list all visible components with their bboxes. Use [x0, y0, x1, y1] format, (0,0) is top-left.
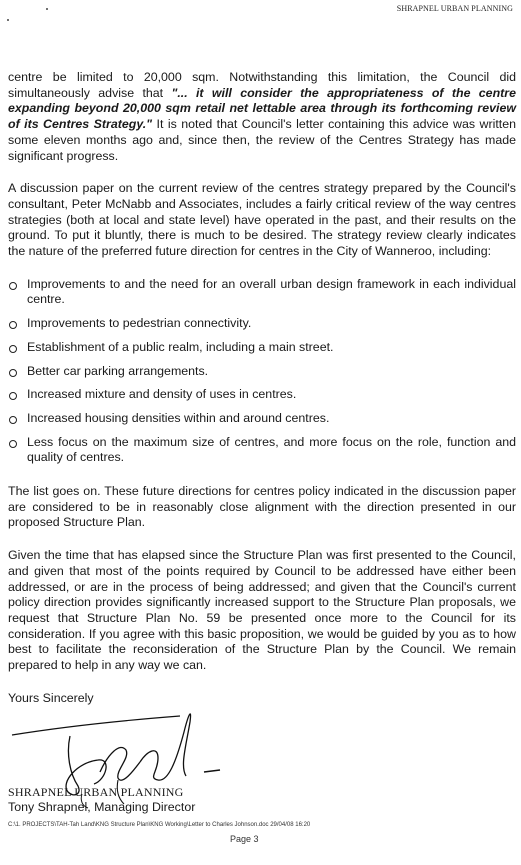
bullet-circle-icon: [9, 440, 17, 448]
footer-file-path: C:\1. PROJECTS\TAH-Tah Land\KNG Structure Plan\KNG Working\Letter to Charles Johnson.doc 29/04/08 16:20: [8, 822, 311, 828]
bullet-circle-icon: [9, 321, 17, 329]
paragraph-text: centre be limited to 20,000 sqm. Notwithstanding this limitation, the Council did simultaneously advise that: [8, 70, 516, 100]
list-item: Increased mixture and density of uses in centres.: [8, 387, 516, 403]
bullet-circle-icon: [9, 369, 17, 377]
future-directions-list: [8, 277, 516, 466]
paragraph-centre-limit: [8, 70, 516, 164]
signatory-name-title: Tony Shrapnel, Managing Director: [8, 800, 196, 814]
page-number: Page 3: [230, 834, 259, 844]
bullet-circle-icon: [9, 416, 17, 424]
bullet-circle-icon: [9, 345, 17, 353]
list-item: Improvements to pedestrian connectivity.: [8, 316, 516, 332]
bullet-circle-icon: [9, 392, 17, 400]
paragraph-list-goes-on: The list goes on. These future directions for centres policy indicated in the discussion paper are considered to be in reasonably close alignment with the direction presented in our proposed Structure Plan.: [8, 484, 516, 530]
list-item: Increased housing densities within and around centres.: [8, 411, 516, 427]
list-item: Less focus on the maximum size of centres, and more focus on the role, function and quality of centres.: [8, 435, 516, 466]
paragraph-request: Given the time that has elapsed since the Structure Plan was first presented to the Council, and given that most of the points required by Council to be addressed have either been addressed, or are in the process of being addressed; and given that the Council's current policy direction provides significantly increased support to the Structure Plan proposals, we request that Structure Plan No. 59 be presented once more to the Council for its consideration. If you agree with this basic proposition, we would be guided by you as to how best to facilitate the reconsideration of the Structure Plan by the Council. We remain prepared to help in any way we can.: [8, 548, 516, 673]
list-item: Establishment of a public realm, including a main street.: [8, 340, 516, 356]
scan-speck: [46, 8, 48, 10]
bullet-circle-icon: [9, 282, 17, 290]
paragraph-text: It is noted that Council's letter containing this advice was written some eleven months ago and, since then, the review of the Centres Strategy has made significant progress.: [8, 117, 516, 163]
letter-body: [8, 70, 516, 707]
closing-salutation: Yours Sincerely: [8, 690, 94, 705]
paragraph-discussion-paper: A discussion paper on the current review of the centres strategy prepared by the Council's consultant, Peter McNabb and Associates, includes a fairly critical review of the way centres strategies (both at local and state level) have operated in the past, and their results on the ground. To put it bluntly, there is much to be desired. The strategy review clearly indicates the nature of the preferred future direction for centres in the City of Wanneroo, including:: [8, 181, 516, 259]
list-item: Better car parking arrangements.: [8, 364, 516, 380]
council-quote: "... it will consider the appropriateness of the centre expanding beyond 20,000 sqm retail net lettable area through its forthcoming review of its Centres Strategy.": [8, 85, 516, 132]
scan-speck: [7, 19, 9, 21]
signature-firm-name: SHRAPNEL URBAN PLANNING: [8, 785, 184, 799]
list-item: Improvements to and the need for an overall urban design framework in each individual centre.: [8, 277, 516, 308]
letterhead-firm-name: SHRAPNEL URBAN PLANNING: [396, 4, 513, 13]
